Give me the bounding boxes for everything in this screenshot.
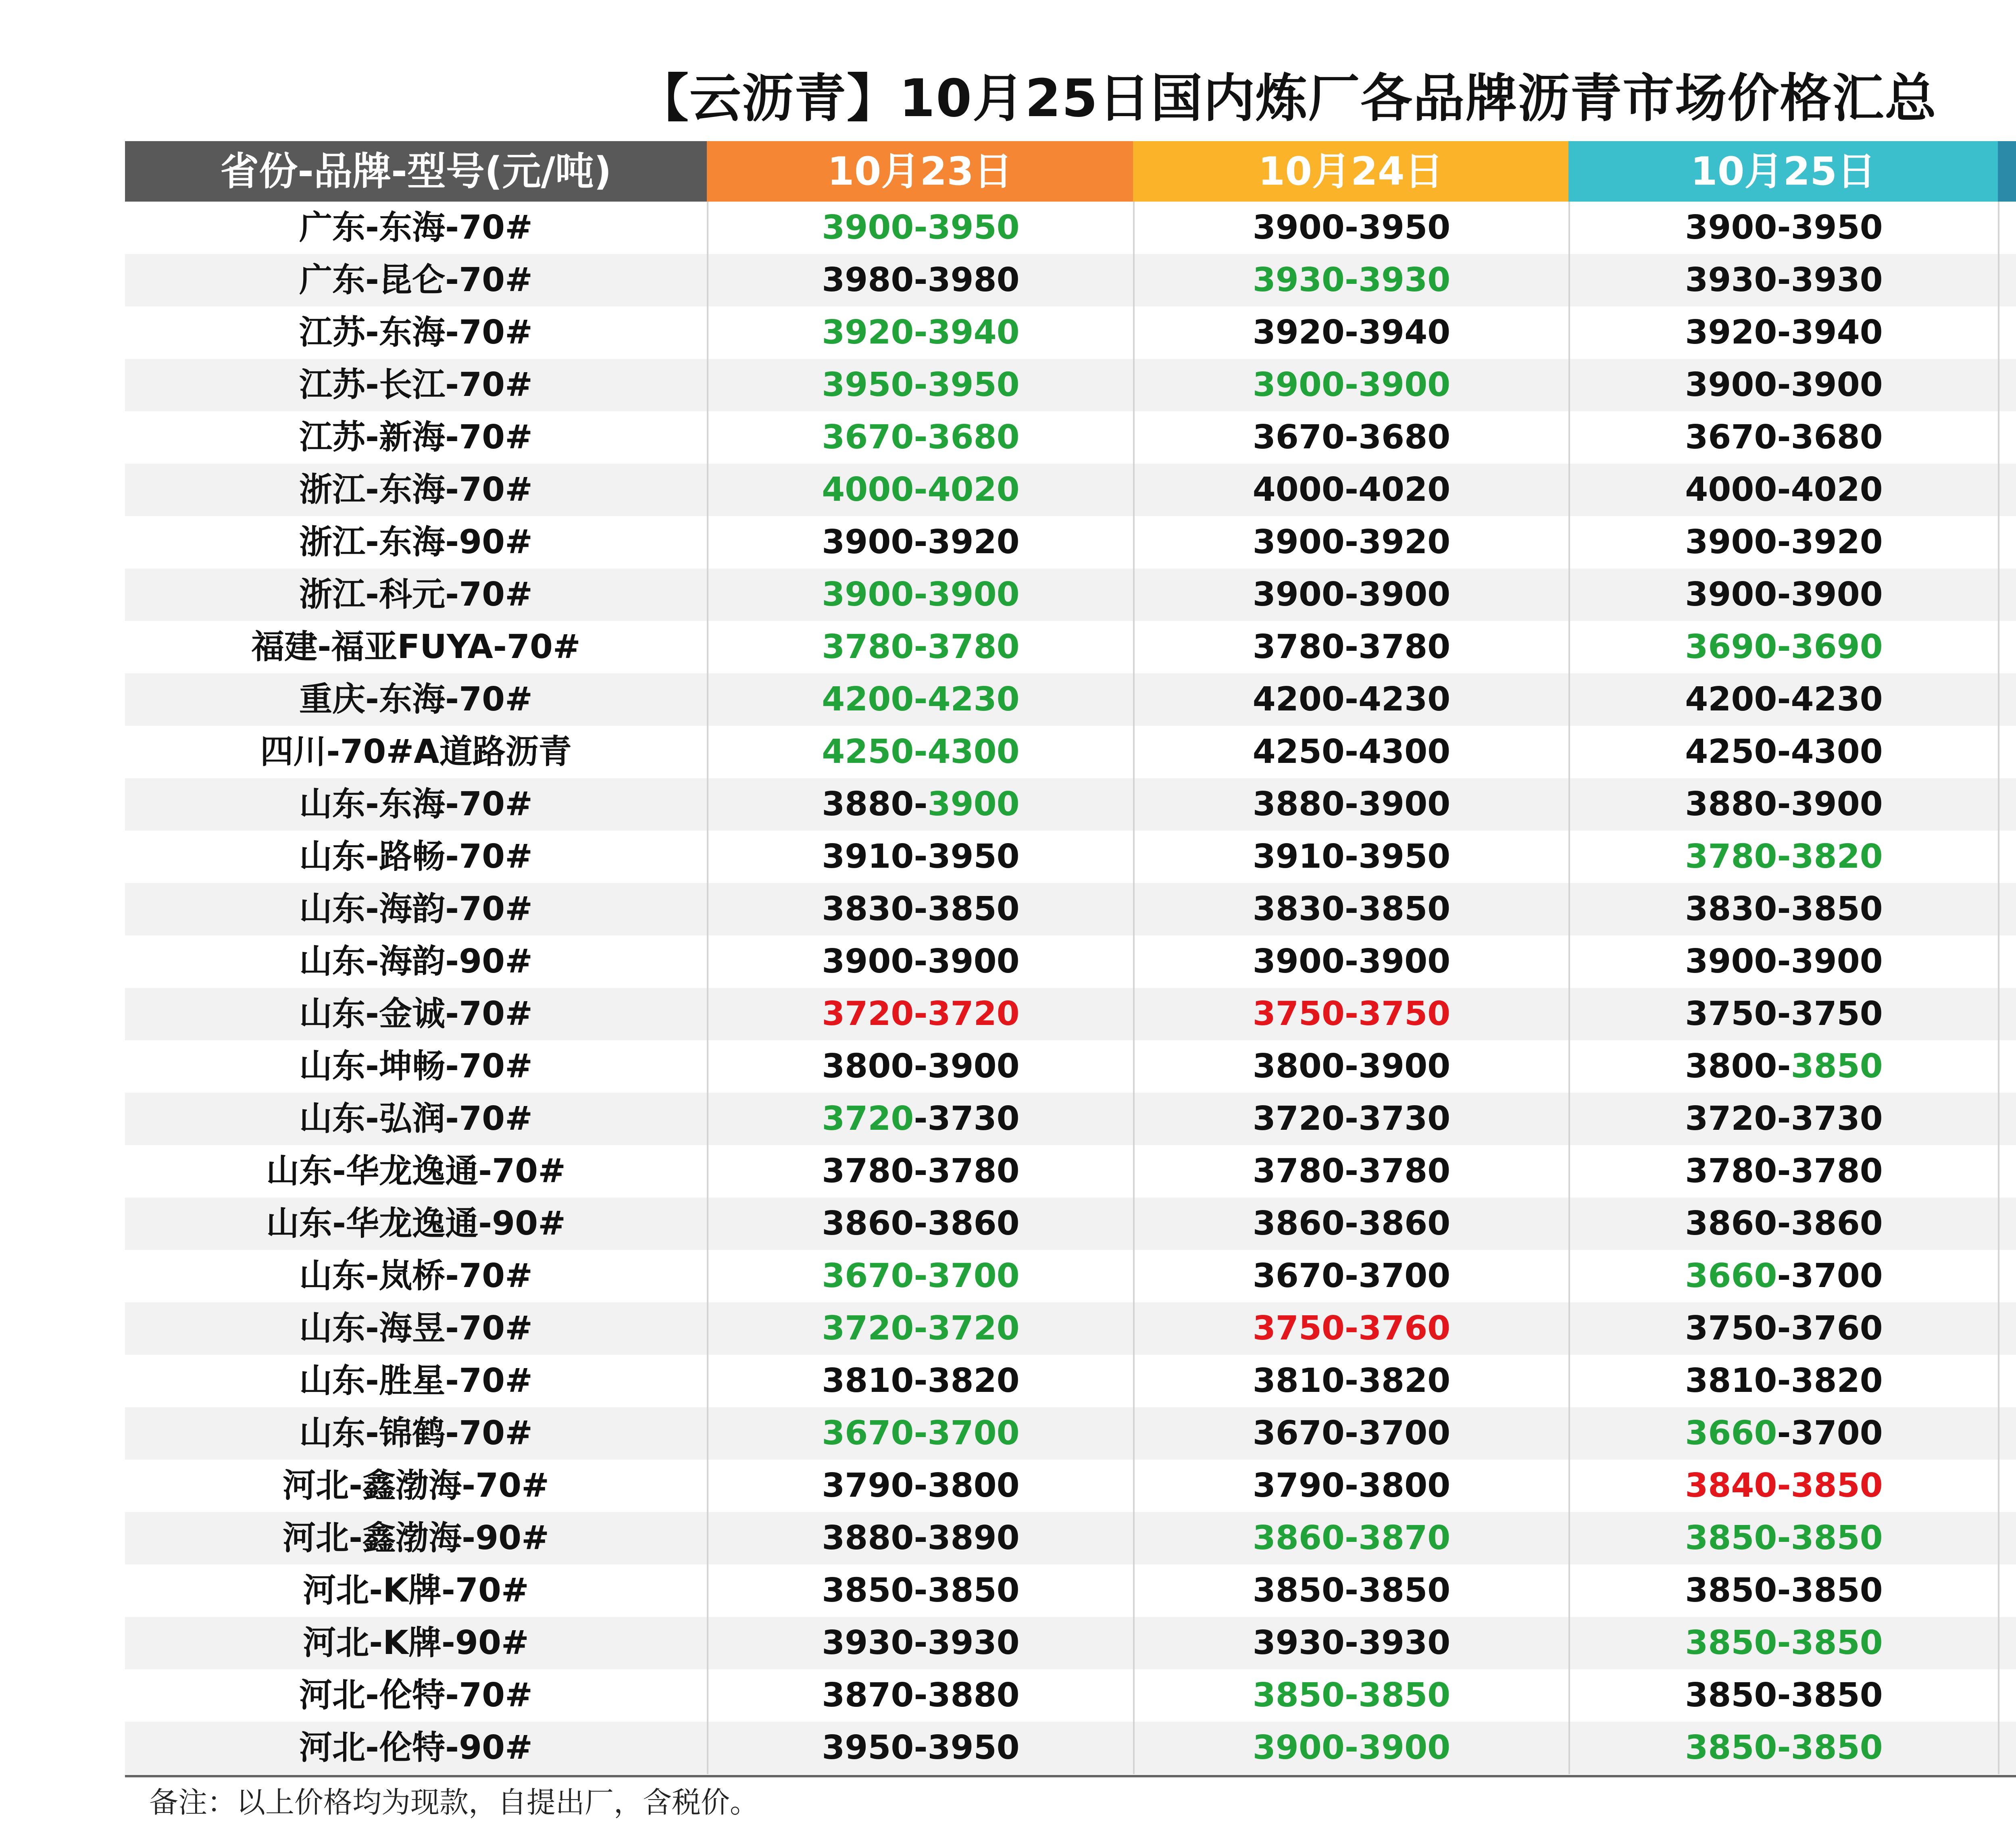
price-change: [1998, 411, 2016, 464]
price-change: [1998, 1617, 2016, 1669]
price-segment: 3780-3780: [1685, 1152, 1883, 1190]
price-segment: 3860-3860: [822, 1204, 1020, 1243]
price-oct25: [1568, 988, 1998, 1040]
price-oct23: [707, 988, 1133, 1040]
price-oct25: [1568, 254, 1998, 306]
price-segment: 3780-3820: [1685, 837, 1883, 876]
row-label: 浙江-科元-70#: [299, 575, 533, 614]
row-label: 江苏-新海-70#: [299, 418, 533, 456]
price-segment: 3900-3900: [1252, 942, 1451, 981]
price-oct23: [707, 359, 1133, 411]
price-oct25: [1568, 1617, 1998, 1669]
price-change: [1998, 1145, 2016, 1198]
price-segment: 3910-3950: [822, 837, 1020, 876]
price-oct25: [1568, 569, 1998, 621]
row-label: 山东-坤畅-70#: [299, 1047, 533, 1085]
table-row: [125, 1198, 2016, 1250]
price-oct24: [1133, 254, 1568, 306]
price-oct24: [1133, 1722, 1568, 1774]
price-segment: 3980-3980: [822, 261, 1020, 299]
row-label: 河北-K牌-70#: [303, 1571, 529, 1610]
price-oct23: [707, 726, 1133, 778]
price-oct25: [1568, 464, 1998, 516]
row-label: 山东-华龙逸通-90#: [266, 1204, 566, 1243]
price-segment: 4200-4230: [822, 680, 1020, 719]
price-change: [1998, 883, 2016, 935]
price-segment: 3660: [1685, 1414, 1777, 1452]
price-oct24: [1133, 988, 1568, 1040]
price-change: [1998, 1669, 2016, 1722]
price-oct25: [1568, 778, 1998, 831]
price-change: [1998, 1564, 2016, 1617]
header-oct24: 10月24日: [1133, 141, 1568, 202]
price-segment: 3670-3700: [822, 1414, 1020, 1452]
price-segment: 3880-3900: [1685, 785, 1883, 823]
row-label: 江苏-东海-70#: [299, 313, 533, 352]
price-segment: 3670-3700: [1252, 1257, 1451, 1295]
price-segment: 3830-3850: [1685, 890, 1883, 928]
price-oct24: [1133, 1302, 1568, 1355]
price-segment: 3810-3820: [1252, 1362, 1451, 1400]
price-oct24: [1133, 202, 1568, 254]
price-oct24: [1133, 1512, 1568, 1564]
footnote: 备注：以上价格均为现款，自提出厂，含税价。: [149, 1785, 759, 1819]
row-label: 山东-岚桥-70#: [299, 1257, 533, 1295]
price-segment: 3900-3900: [1252, 366, 1451, 404]
price-segment: 3850: [1791, 1047, 1883, 1085]
price-oct24: [1133, 1355, 1568, 1407]
price-segment: 4250-4300: [822, 733, 1020, 771]
price-segment: 3850-3850: [1685, 1519, 1883, 1557]
row-label: 山东-海昱-70#: [299, 1309, 533, 1348]
price-segment: 4000-4020: [1252, 471, 1451, 509]
table-bottom-rule: [125, 1775, 2016, 1777]
price-oct25: [1568, 1145, 1998, 1198]
price-oct24: [1133, 411, 1568, 464]
price-oct25: [1568, 673, 1998, 726]
row-label: 重庆-东海-70#: [299, 680, 533, 719]
price-segment: 3810-3820: [1685, 1362, 1883, 1400]
price-oct24: [1133, 1198, 1568, 1250]
header-oct23: 10月23日: [707, 141, 1133, 202]
table-row: [125, 1302, 2016, 1355]
price-oct25: [1568, 1669, 1998, 1722]
price-segment: 3830-3850: [1252, 890, 1451, 928]
row-label: 山东-路畅-70#: [299, 837, 533, 876]
price-segment: 3900-3900: [1685, 942, 1883, 981]
price-oct25: [1568, 1355, 1998, 1407]
price-segment: 3950-3950: [822, 1729, 1020, 1767]
table-row: [125, 1460, 2016, 1512]
price-change: [1998, 726, 2016, 778]
price-change: [1998, 254, 2016, 306]
price-segment: 3790-3800: [822, 1466, 1020, 1505]
price-oct25: [1568, 621, 1998, 673]
price-segment: 3880-3900: [1252, 785, 1451, 823]
price-segment: 3840-3850: [1685, 1466, 1883, 1505]
price-segment: -3700: [1777, 1414, 1883, 1452]
price-segment: 3860-3870: [1252, 1519, 1451, 1557]
price-segment: 3780-3780: [822, 628, 1020, 666]
price-change: [1998, 1512, 2016, 1564]
price-oct23: [707, 1355, 1133, 1407]
price-oct23: [707, 1617, 1133, 1669]
row-label: 河北-伦特-90#: [299, 1729, 533, 1767]
row-label: 河北-鑫渤海-70#: [283, 1466, 549, 1505]
row-label: 山东-东海-70#: [299, 785, 533, 823]
price-segment: 3850-3850: [1685, 1624, 1883, 1662]
price-oct24: [1133, 935, 1568, 988]
price-oct24: [1133, 726, 1568, 778]
table-row: [125, 935, 2016, 988]
price-segment: 3930-3930: [1685, 261, 1883, 299]
price-oct25: [1568, 1722, 1998, 1774]
price-segment: 3720-3720: [822, 995, 1020, 1033]
price-oct24: [1133, 1145, 1568, 1198]
price-segment: 3950-3950: [822, 366, 1020, 404]
price-oct23: [707, 883, 1133, 935]
price-oct24: [1133, 673, 1568, 726]
price-segment: 3900-3900: [1252, 1729, 1451, 1767]
price-segment: 3780-3780: [1252, 1152, 1451, 1190]
price-oct23: [707, 411, 1133, 464]
price-oct23: [707, 1093, 1133, 1145]
table-row: [125, 1512, 2016, 1564]
table-row: [125, 1355, 2016, 1407]
price-oct25: [1568, 411, 1998, 464]
price-oct23: [707, 1407, 1133, 1460]
price-segment: 3900-3900: [822, 575, 1020, 614]
table-row: [125, 673, 2016, 726]
price-segment: 3850-3850: [1685, 1676, 1883, 1714]
price-oct25: [1568, 1040, 1998, 1093]
price-segment: 3880-: [822, 785, 928, 823]
price-oct25: [1568, 935, 1998, 988]
row-label: 河北-鑫渤海-90#: [283, 1519, 549, 1557]
price-oct23: [707, 516, 1133, 569]
price-oct23: [707, 778, 1133, 831]
price-oct23: [707, 1040, 1133, 1093]
price-oct24: [1133, 464, 1568, 516]
table-row: [125, 726, 2016, 778]
price-change: [1998, 1093, 2016, 1145]
price-oct25: [1568, 1512, 1998, 1564]
price-segment: 3810-3820: [822, 1362, 1020, 1400]
price-change: [1998, 1198, 2016, 1250]
price-segment: 3780-3780: [1252, 628, 1451, 666]
row-label: 福建-福亚FUYA-70#: [251, 628, 581, 666]
price-segment: 3850-3850: [1252, 1676, 1451, 1714]
price-segment: 3720-3730: [1685, 1100, 1883, 1138]
price-oct23: [707, 1722, 1133, 1774]
price-segment: 3900-3900: [822, 942, 1020, 981]
price-segment: 3920-3940: [1685, 313, 1883, 352]
price-oct24: [1133, 1564, 1568, 1617]
row-label: 山东-胜星-70#: [299, 1362, 533, 1400]
price-oct24: [1133, 1460, 1568, 1512]
table-body: [125, 202, 2016, 1774]
table-row: [125, 883, 2016, 935]
price-segment: 4000-4020: [1685, 471, 1883, 509]
price-oct24: [1133, 778, 1568, 831]
table-row: [125, 1407, 2016, 1460]
price-segment: 3830-3850: [822, 890, 1020, 928]
price-change: [1998, 935, 2016, 988]
price-oct23: [707, 621, 1133, 673]
price-oct24: [1133, 831, 1568, 883]
price-change: [1998, 673, 2016, 726]
row-label: 广东-昆仑-70#: [299, 261, 533, 299]
price-oct24: [1133, 306, 1568, 359]
table-row: [125, 359, 2016, 411]
price-oct24: [1133, 1617, 1568, 1669]
price-segment: 3750-3750: [1252, 995, 1451, 1033]
price-oct24: [1133, 883, 1568, 935]
row-label: 山东-锦鹤-70#: [299, 1414, 533, 1452]
price-change: [1998, 1302, 2016, 1355]
price-segment: 3850-3850: [1685, 1729, 1883, 1767]
row-label: 四川-70#A道路沥青: [260, 733, 572, 771]
price-oct25: [1568, 1198, 1998, 1250]
price-oct25: [1568, 359, 1998, 411]
price-oct25: [1568, 1250, 1998, 1302]
price-segment: 3900-3900: [1252, 575, 1451, 614]
price-oct25: [1568, 1407, 1998, 1460]
table-row: [125, 988, 2016, 1040]
price-segment: 3800-: [1685, 1047, 1791, 1085]
row-label: 山东-金诚-70#: [299, 995, 533, 1033]
price-segment: 3780-3780: [822, 1152, 1020, 1190]
price-segment: 3800-3900: [822, 1047, 1020, 1085]
price-segment: 3900-3920: [1685, 523, 1883, 561]
price-segment: 3670-3680: [1252, 418, 1451, 456]
price-segment: 3850-3850: [1252, 1571, 1451, 1610]
price-segment: 3900-3900: [1685, 366, 1883, 404]
price-segment: 4250-4300: [1252, 733, 1451, 771]
price-segment: 3670-3700: [1252, 1414, 1451, 1452]
price-segment: 3800-3900: [1252, 1047, 1451, 1085]
price-oct23: [707, 1198, 1133, 1250]
price-oct24: [1133, 359, 1568, 411]
price-segment: 3670-3680: [822, 418, 1020, 456]
price-segment: 3750-3750: [1685, 995, 1883, 1033]
price-oct25: [1568, 202, 1998, 254]
table-row: [125, 1093, 2016, 1145]
price-segment: 3930-3930: [1252, 261, 1451, 299]
table-row: [125, 778, 2016, 831]
table-row: [125, 202, 2016, 254]
price-segment: 3720: [822, 1100, 914, 1138]
price-oct23: [707, 935, 1133, 988]
price-segment: 3720-3720: [822, 1309, 1020, 1348]
price-segment: 3920-3940: [822, 313, 1020, 352]
price-segment: 3790-3800: [1252, 1466, 1451, 1505]
price-segment: 3750-3760: [1685, 1309, 1883, 1348]
price-oct23: [707, 254, 1133, 306]
price-oct24: [1133, 516, 1568, 569]
price-change: [1998, 831, 2016, 883]
price-change: [1998, 359, 2016, 411]
price-oct23: [707, 1460, 1133, 1512]
table-row: [125, 1669, 2016, 1722]
price-oct23: [707, 1564, 1133, 1617]
price-oct25: [1568, 726, 1998, 778]
price-segment: 3930-3930: [822, 1624, 1020, 1662]
price-oct24: [1133, 1040, 1568, 1093]
row-label: 浙江-东海-90#: [299, 523, 533, 561]
price-change: [1998, 202, 2016, 254]
header-name: 省份-品牌-型号(元/吨): [125, 141, 707, 202]
price-segment: 3720-3730: [1252, 1100, 1451, 1138]
price-change: [1998, 1460, 2016, 1512]
price-segment: 3900-3950: [1685, 208, 1883, 247]
price-oct23: [707, 1250, 1133, 1302]
table-row: [125, 1617, 2016, 1669]
price-oct25: [1568, 1564, 1998, 1617]
price-oct25: [1568, 1302, 1998, 1355]
price-table: [125, 141, 2016, 1774]
price-segment: 3900-3950: [1252, 208, 1451, 247]
price-change: [1998, 1407, 2016, 1460]
price-oct25: [1568, 831, 1998, 883]
price-segment: 3750-3760: [1252, 1309, 1451, 1348]
price-oct23: [707, 673, 1133, 726]
table-header: [125, 141, 2016, 202]
price-segment: 4250-4300: [1685, 733, 1883, 771]
price-segment: 3920-3940: [1252, 313, 1451, 352]
price-change: [1998, 778, 2016, 831]
table-row: [125, 306, 2016, 359]
price-change: [1998, 1722, 2016, 1774]
price-oct24: [1133, 1250, 1568, 1302]
row-label: 江苏-长江-70#: [299, 366, 533, 404]
header-oct25: 10月25日: [1568, 141, 1998, 202]
price-change: [1998, 988, 2016, 1040]
price-segment: 3690-3690: [1685, 628, 1883, 666]
price-segment: -3700: [1777, 1257, 1883, 1295]
price-oct24: [1133, 569, 1568, 621]
price-oct25: [1568, 306, 1998, 359]
price-segment: 3870-3880: [822, 1676, 1020, 1714]
price-oct24: [1133, 1093, 1568, 1145]
price-segment: 4200-4230: [1685, 680, 1883, 719]
price-segment: 3930-3930: [1252, 1624, 1451, 1662]
price-segment: 3900-3920: [1252, 523, 1451, 561]
price-oct23: [707, 1302, 1133, 1355]
row-label: 山东-海韵-90#: [299, 942, 533, 981]
price-segment: 3850-3850: [822, 1571, 1020, 1610]
price-segment: 4000-4020: [822, 471, 1020, 509]
header-change: [1998, 141, 2016, 202]
table-row: [125, 569, 2016, 621]
price-change: [1998, 464, 2016, 516]
price-segment: 3670-3680: [1685, 418, 1883, 456]
price-segment: 4200-4230: [1252, 680, 1451, 719]
price-oct25: [1568, 883, 1998, 935]
table-row: [125, 1722, 2016, 1774]
table-row: [125, 1145, 2016, 1198]
price-change: [1998, 306, 2016, 359]
row-label: 河北-K牌-90#: [303, 1624, 529, 1662]
price-change: [1998, 516, 2016, 569]
price-oct23: [707, 464, 1133, 516]
price-oct23: [707, 831, 1133, 883]
price-change: [1998, 1040, 2016, 1093]
price-change: [1998, 569, 2016, 621]
price-oct25: [1568, 516, 1998, 569]
row-label: 山东-弘润-70#: [299, 1100, 533, 1138]
price-oct23: [707, 202, 1133, 254]
price-segment: 3900: [927, 785, 1020, 823]
price-oct23: [707, 569, 1133, 621]
price-oct24: [1133, 1669, 1568, 1722]
price-segment: 3900-3950: [822, 208, 1020, 247]
table-row: [125, 254, 2016, 306]
price-segment: 3900-3900: [1685, 575, 1883, 614]
price-segment: 3860-3860: [1685, 1204, 1883, 1243]
table-row: [125, 516, 2016, 569]
price-oct23: [707, 1512, 1133, 1564]
price-change: [1998, 1355, 2016, 1407]
price-oct24: [1133, 621, 1568, 673]
price-oct23: [707, 306, 1133, 359]
table-row: [125, 831, 2016, 883]
price-oct23: [707, 1669, 1133, 1722]
price-change: [1998, 621, 2016, 673]
price-segment: 3660: [1685, 1257, 1777, 1295]
price-oct23: [707, 1145, 1133, 1198]
table-row: [125, 1250, 2016, 1302]
page-title: 【云沥青】10月25日国内炼厂各品牌沥青市场价格汇总: [637, 69, 1937, 129]
price-segment: 3670-3700: [822, 1257, 1020, 1295]
row-label: 河北-伦特-70#: [299, 1676, 533, 1714]
table-row: [125, 1040, 2016, 1093]
table-row: [125, 464, 2016, 516]
price-segment: 3850-3850: [1685, 1571, 1883, 1610]
price-segment: -3730: [914, 1100, 1020, 1138]
price-oct25: [1568, 1093, 1998, 1145]
price-segment: 3910-3950: [1252, 837, 1451, 876]
price-oct24: [1133, 1407, 1568, 1460]
row-label: 广东-东海-70#: [299, 208, 533, 247]
row-label: 浙江-东海-70#: [299, 471, 533, 509]
price-change: [1998, 1250, 2016, 1302]
table-row: [125, 621, 2016, 673]
table-row: [125, 411, 2016, 464]
row-label: 山东-海韵-70#: [299, 890, 533, 928]
price-oct25: [1568, 1460, 1998, 1512]
row-label: 山东-华龙逸通-70#: [266, 1152, 566, 1190]
table-row: [125, 1564, 2016, 1617]
price-segment: 3880-3890: [822, 1519, 1020, 1557]
price-segment: 3860-3860: [1252, 1204, 1451, 1243]
price-segment: 3900-3920: [822, 523, 1020, 561]
